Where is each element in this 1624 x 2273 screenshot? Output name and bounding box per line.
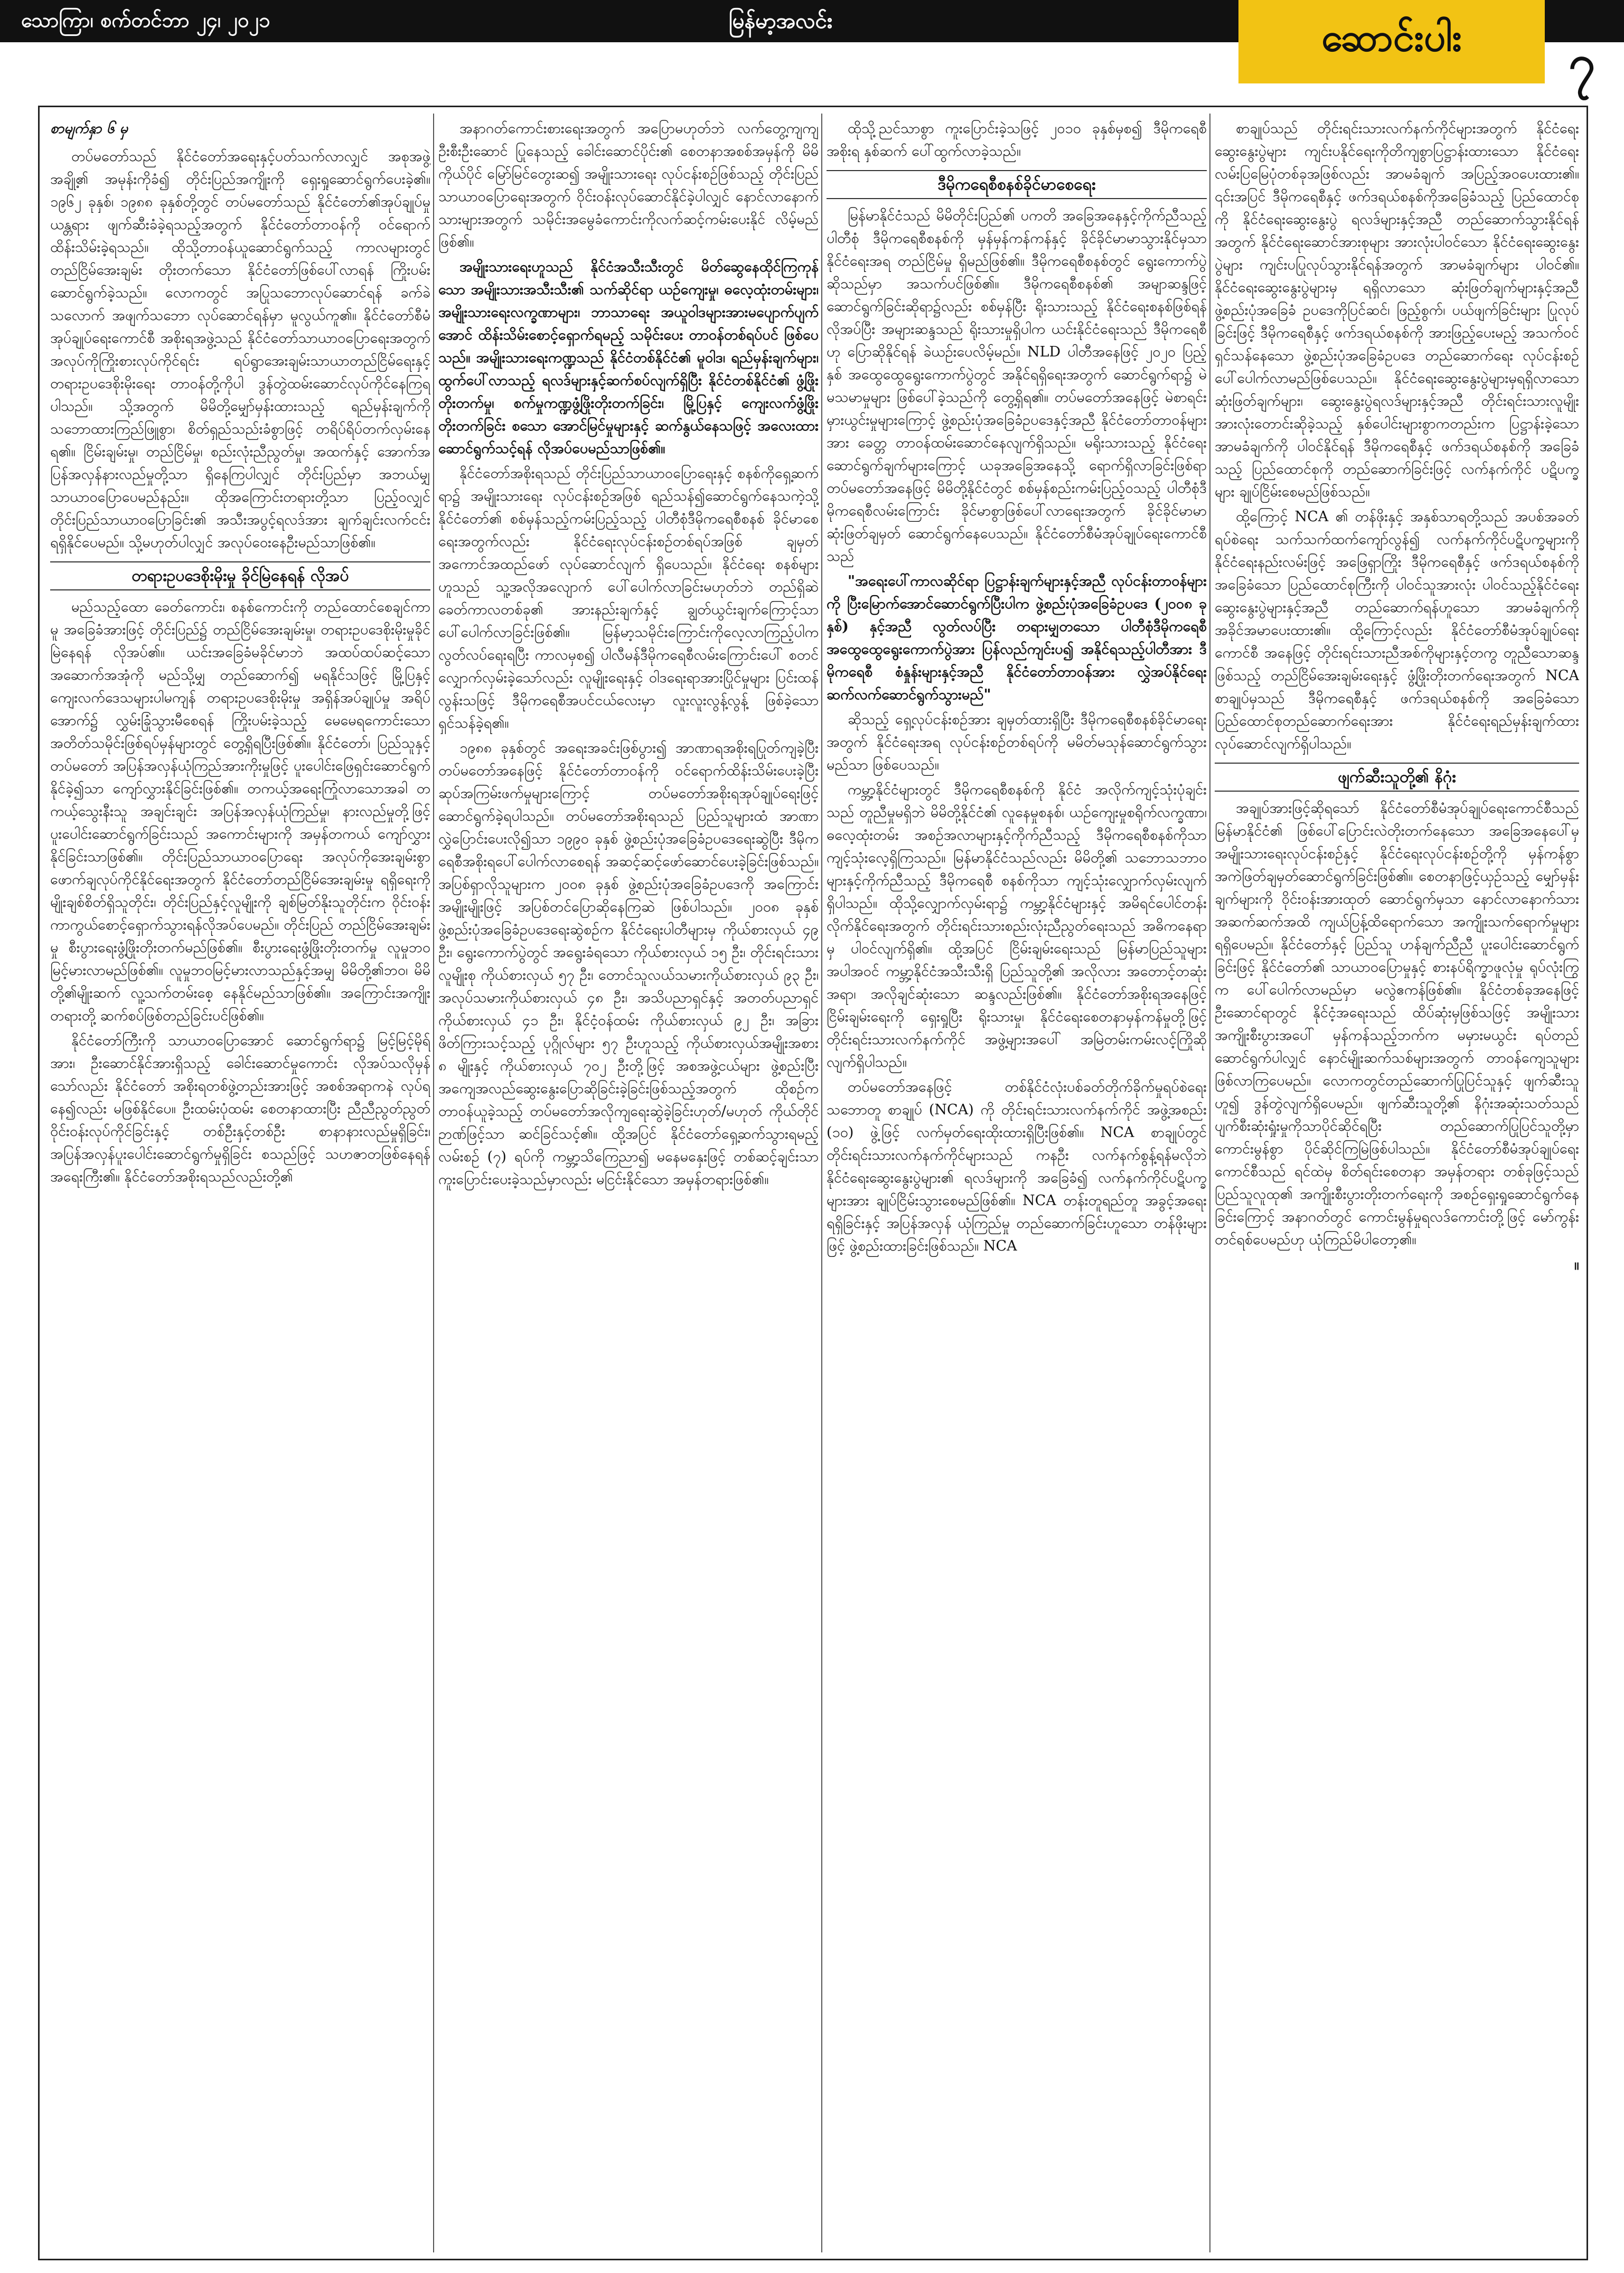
section-label: ဆောင်းပါး bbox=[1238, 0, 1545, 83]
subheading: ဖျက်ဆီးသူတို့၏ နိဂုံး bbox=[1215, 763, 1579, 792]
paragraph: အချုပ်အားဖြင့်ဆိုရသော် နိုင်ငံတော်စီမံအုပ်ချုပ်ရေးကောင်စီသည် မြန်မာနိုင်ငံ၏ ဖြစ်ပေါ်ပြောင်းလဲတိုးတက်နေသော အခြေအနေပေါ်မှ အမျိုးသားရေးလုပ်ငန်းစဉ်နှင့် နိုင်ငံရေးလုပ်ငန်းစဉ်တို့ကို မှန်ကန်စွာ အကဲဖြတ်ချမှတ်ဆောင်ရွက်ခြင်းဖြစ်၏။ စေတနာဖြင့်ယှဉ်သည့် မျှော်မှန်းချက်များကို ဝိုင်းဝန်းအားထုတ် ဆောင်ရွက်မှသာ နောင်လာနောက်သားအဆက်ဆက်အထိ ကျယ်ပြန့်ထိရောက်သော အကျိုးသက်ရောက်မှုများ ရရှိပေမည်။ နိုင်ငံတော်နှင့် ပြည်သူ ဟန်ချက်ညီညီ ပူးပေါင်းဆောင်ရွက်ခြင်းဖြင့် နိုင်ငံတော်၏ သာယာဝပြောမှုနှင့် စားနပ်ရိက္ခာဖူလုံမှု ရုပ်လုံးကြွက ပေါ်ပေါက်လာမည်မှာ မလွဲဧကန်ဖြစ်၏။ နိုင်ငံတစ်ခုအနေဖြင့် ဦးဆောင်ရာတွင် နိုင်ငံ့အရေးသည် ထိပ်ဆုံးမှဖြစ်သဖြင့် အမျိုးသားအကျိုးစီးပွားအပေါ် မှန်ကန်သည့်ဘက်က မမှားမယွင်း ရပ်တည်ဆောင်ရွက်ပါလျှင် နောင်မျိုးဆက်သစ်များအတွက် တာဝန်ကျေသူများဖြစ်လာကြပေမည်။ လောကတွင်တည်ဆောက်ပြုပြင်သူနှင့် ဖျက်ဆီးသူဟူ၍ ဒွန်တွဲလျက်ရှိပေမည်။ ဖျက်ဆီးသူတို့၏ နိဂုံးအဆုံးသတ်သည် ပျက်စီးဆုံးရှုံးမှုကိုသာပိုင်ဆိုင်ရပြီး တည်ဆောက်ပြုပြင်သူတို့မှာ ကောင်းမွန်စွာ ပိုင်ဆိုင်ကြမြဲဖြစ်ပါသည်။ နိုင်ငံတော်စီမံအုပ်ချုပ်ရေးကောင်စီသည် ရင်ထဲမှ စိတ်ရင်းစေတနာ အမှန်တရား တစ်ခုဖြင့်သည် ပြည်သူလူထု၏ အကျိုးစီးပွားတိုးတက်ရေးကို အစဉ်ရှေးရှုဆောင်ရွက်နေခြင်းကြောင့် အနာဂတ်တွင် ကောင်းမွန်မှုရလဒ်ကောင်းတို့ဖြင့် မော်ကွန်းတင်ရစ်ပေမည်ဟု ယုံကြည်မိပါတော့၏။ bbox=[1215, 800, 1579, 1248]
paragraph: မည်သည့်ထော ခေတ်ကောင်း၊ စနစ်ကောင်းကို တည်ထောင်စေချင်ကာမူ အခြေခံအားဖြင့် တိုင်းပြည်၌ တည်ငြိမ်အေးချမ်းမှု၊ တရားဥပဒေစိုးမိုးမှုခိုင်မြဲနေရန် လိုအပ်၏။ ယင်းအခြေခံမခိုင်မာဘဲ အထပ်ထပ်ဆင့်သော အဆောက်အအုံကို မည်သို့မျှ တည်ဆောက်၍ မရနိုင်သဖြင့် မြို့ပြနှင့် ကျေးလက်ဒေသများပါမကျန် တရားဥပဒေစိုးမိုးမှု အရှိန်အပ်ချုပ်မှု အရိပ်အောက်၌ လွှမ်းခြုံသွားမီစေရန် ကြိုးပမ်းခဲ့သည့် မေမေရကောင်းသော အတိတ်သမိုင်းဖြစ်ရပ်မှန်များတွင် တွေ့ရှိရပြီးဖြစ်၏။ နိုင်ငံတော်၊ ပြည်သူနှင့်တပ်မတော် အပြန်အလှန်ယုံကြည်အားကိုးမှုဖြင့် ပူးပေါင်းဖြေရှင်းဆောင်ရွက်နိုင်ခဲ့၍သာ ကျော်လွှားနိုင်ခြင်းဖြစ်၏။ တကယ့်အရေးကြုံလာသောအခါ တကယ့်သွေးနီးသူ အချင်းချင်း အပြန်အလှန်ယုံကြည်မှု၊ နားလည်မှုတို့ဖြင့် ပူးပေါင်းဆောင်ရွက်ခြင်းသည် အကောင်းများကို အမှန်တကယ် ကျော်လွှားနိုင်ခြင်းသာဖြစ်၏။ တိုင်းပြည်သာယာဝပြောရေး အလုပ်ကိုအေးချမ်းစွာ ဖောက်ချလုပ်ကိုင်နိုင်ရေးအတွက် နိုင်ငံတော်တည်ငြိမ်အေးချမ်းမှု ရရှိရေးကို မျိုးချစ်စိတ်ရှိသူတိုင်း၊ တိုင်းပြည်နှင့်လူမျိုးကို ချစ်မြတ်နိုးသူတိုင်းက ဝိုင်းဝန်း ကာကွယ်စောင့်ရှောက်သွားရန်လိုအပ်ပေမည်။ တိုင်းပြည် တည်ငြိမ်အေးချမ်းမှု စီးပွားရေးဖွံ့ဖြိုးတိုးတက်မည်ဖြစ်၏။ စီးပွားရေးဖွံ့ဖြိုးတိုးတက်မှု လူမှုဘဝမြင့်မားလာမည်ဖြစ်၏။ လူမှုဘဝမြင့်မားလာသည်နှင့်အမျှ မိမိတို့၏ဘဝ၊ မိမိတို့၏မျိုးဆက် လူ့သက်တမ်းစေ့ နေနိုင်မည်သာဖြစ်၏။ အကြောင်းအကျိုးတရားတို့ ဆက်စပ်ဖြစ်တည်ခြင်းပင်ဖြစ်၏။ bbox=[50, 599, 430, 1024]
paragraph: အနာဂတ်ကောင်းစားရေးအတွက် အပြောမဟုတ်ဘဲ လက်တွေ့ကျကျ ဦးစီးဦးဆောင် ပြုနေသည့် ခေါင်းဆောင်ပိုင်း၏ စေတနာအစစ်အမှန်ကို မိမိကိုယ်ပိုင် မြော်မြင်တွေးဆ၍ အမျိုးသားရေး လုပ်ငန်းစဉ်ဖြစ်သည့် တိုင်းပြည်သာယာဝပြောရေးအတွက် ဝိုင်းဝန်းလုပ်ဆောင်နိုင်ခဲ့ပါလျှင် နောင်လာနောက်သားများအတွက် သမိုင်းအမွေခံကောင်းကိုလက်ဆင့်ကမ်းပေးနိုင် လိမ့်မည်ဖြစ်၏။ bbox=[438, 120, 819, 250]
paragraph: တပ်မတော်အနေဖြင့် တစ်နိုင်ငံလုံးပစ်ခတ်တိုက်ခိုက်မှုရပ်စဲရေးသဘောတူ စာချုပ် (NCA) ကို တိုင်းရင်းသားလက်နက်ကိုင် အဖွဲ့အစည်း (၁၀) ဖွဲ့ဖြင့် လက်မှတ်ရေးထိုးထားရှိပြီးဖြစ်၏။ NCA စာချုပ်တွင် တိုင်းရင်းသားလက်နက်ကိုင်များသည် ကနဦး လက်နက်စွန့်ရန်မလိုဘဲ နိုင်ငံရေးဆွေးနွေးပွဲများ၏ ရလဒ်များကို အခြေခံ၍ လက်နက်ကိုင်ပဋိပက္ခများအား ချုပ်ငြိမ်းသွားစေမည်ဖြစ်၏။ NCA တန်းတူရည်တူ အခွင့်အရေးရရှိခြင်းနှင့် အပြန်အလှန် ယုံကြည်မှု တည်ဆောက်ခြင်းဟူသော တန်ဖိုးများဖြင့် ဖွဲ့စည်းထားခြင်းဖြစ်သည်။ NCA bbox=[827, 1079, 1207, 1254]
paragraph: တပ်မတော်သည် နိုင်ငံတော်အရေးနှင့်ပတ်သက်လာလျှင် အစုအဖွဲ့အချို့၏ အမုန်းကိုခံ၍ တိုင်းပြည်အကျိုးကို ရှေးရှုဆောင်ရွက်ပေးခဲ့၏။ ၁၉၆၂ ခုနှစ်၊ ၁၉၈၈ ခုနှစ်တို့တွင် တပ်မတော်သည် နိုင်ငံတော်၏အုပ်ချုပ်မှုယန္တရား ဖျက်ဆီးခံခဲ့ရသည့်အတွက် နိုင်ငံတော်တာဝန်ကို ဝင်ရောက်ထိန်းသိမ်းခဲ့ရသည်။ ထိုသို့တာဝန်ယူဆောင်ရွက်သည့် ကာလများတွင် တည်ငြိမ်အေးချမ်း တိုးတက်သော နိုင်ငံတော်ဖြစ်ပေါ်လာရန် ကြိုးပမ်းဆောင်ရွက်ခဲ့သည်။ လောကတွင် အပြုသဘောလုပ်ဆောင်ရန် ခက်ခဲသလောက် အဖျက်သဘော လုပ်ဆောင်ရန်မှာ မူလွယ်ကူ၏။ နိုင်ငံတော်စီမံအုပ်ချုပ်ရေးကောင်စီ အစိုးရအဖွဲ့သည် နိုင်ငံတော်သာယာဝပြောရေးအတွက် အလုပ်ကိုကြိုးစားလုပ်ကိုင်ရင်း ရပ်ရွာအေးချမ်းသာယာတည်ငြိမ်ရေးနှင့် တရားဥပဒေစိုးမိုးရေး တာဝန်တို့ကိုပါ ဒွန်တွဲထမ်းဆောင်လုပ်ကိုင်နေကြရပါသည်။ သို့အတွက် မိမိတို့မျှော်မှန်းထားသည့် ရည်မှန်းချက်ကို သဘောထားကြည်ဖြူစွာ၊ စိတ်ရှည်သည်းခံစွာဖြင့် တရိပ်ရိပ်တက်လှမ်းနေရ၏။ ငြိမ်းချမ်းမှု၊ တည်ငြိမ်မှု၊ စည်းလုံးညီညွတ်မှု၊ အထက်နှင့် အောက်အပြန်အလှန်နားလည်မှုတို့သာ ရှိနေကြပါလျှင် တိုင်းပြည်မှာ အဘယ်မျှ သာယာဝပြောပေမည်နည်း။ ထိုအကြောင်းတရားတို့သာ ပြည့်ဝလျှင် တိုင်းပြည်သာယာဝပြောခြင်း၏ အသီးအပွင့်ရလဒ်အား ချက်ချင်းလက်ငင်း ရရှိနိုင်ပေမည်။ သို့မဟုတ်ပါလျှင် အလုပ်ဝေးနေဦးမည်သာဖြစ်၏။ bbox=[50, 148, 430, 551]
subheading: တရားဥပဒေစိုးမိုးမှု ခိုင်မြဲနေရန် လိုအပ် bbox=[50, 561, 430, 590]
column-divider bbox=[1209, 114, 1210, 2252]
paragraph: မြန်မာနိုင်ငံသည် မိမိတိုင်းပြည်၏ ပကတိ အခြေအနေနှင့်ကိုက်ညီသည့် ပါတီစုံ ဒီမိုကရေစီစနစ်ကို မှန်မှန်ကန်ကန်နှင့် ခိုင်ခိုင်မာမာသွားနိုင်မှသာ နိုင်ငံရေးအရ တည်ငြိမ်မှု ရှိမည်ဖြစ်၏။ ဒီမိုကရေစီစနစ်တွင် ရွေးကောက်ပွဲဆိုသည်မှာ အသက်ပင်ဖြစ်၏။ ဒီမိုကရေစီစနစ်၏ အမျာဆန္ဒဖြင့် ဆောင်ရွက်ခြင်းဆိုရာ၌လည်း စစ်မှန်ပြီး ရိုးသားသည့် နိုင်ငံရေးစနစ်ဖြစ်ရန် လိုအပ်ပြီး အများဆန္ဒသည် ရိုးသားမှုရှိပါက ယင်းနိုင်ငံရေးသည် ဒီမိုကရေစီဟု ပြောဆိုနိုင်ရန် ခဲယဉ်းပေလိမ့်မည်။ NLD ပါတီအနေဖြင့် ၂၀၂၀ ပြည့်နှစ် အထွေထွေရွေးကောက်ပွဲတွင် အနိုင်ရရှိရေးအတွက် ဆောင်ရွက်ရာ၌ မဲမသမာမှုများ ဖြစ်ပေါ်ခဲ့သည်ကို တွေ့ရှိရ၏။ တပ်မတော်အနေဖြင့် မဲစာရင်းမှားယွင်းမှုများကြောင့် ဖွဲ့စည်းပုံအခြေခံဥပဒေနှင့်အညီ နိုင်ငံတော်တာဝန်များအား ခေတ္တ တာဝန်ထမ်းဆောင်နေလျက်ရှိသည်။ မရိုးသားသည့် နိုင်ငံရေးဆောင်ရွက်ချက်များကြောင့် ယခုအခြေအနေသို့ ရောက်ရှိလာခြင်းဖြစ်ရာ တပ်မတော်အနေဖြင့် မိမိတို့နိုင်ငံတွင် စစ်မှန်စည်းကမ်းပြည့်ဝသည့် ပါတီစုံဒီမိုကရေစီလမ်းကြောင်း ခိုင်မာစွာဖြစ်ပေါ်လာရေးအတွက် ခိုင်ခိုင်မာမာ ဆုံးဖြတ်ချမှတ် ဆောင်ရွက်နေပေသည်။ နိုင်ငံတော်စီမံအုပ်ချုပ်ရေးကောင်စီသည် bbox=[827, 208, 1207, 565]
paragraph: နိုင်ငံတော်အစိုးရသည် တိုင်းပြည်သာယာဝပြောရေးနှင့် စနစ်ကိုရှေ့ဆက်ရာ၌ အမျိုးသားရေး လုပ်ငန်းစဉ်အဖြစ် ရည်သန်၍ဆောင်ရွက်နေသကဲ့သို့ နိုင်ငံတော်၏ စစ်မှန်သည့်ကမ်းပြည့်သည့် ပါတီစုံဒီမိုကရေစီစနစ် ခိုင်မာစေရေးအတွက်လည်း နိုင်ငံရေးလုပ်ငန်းစဉ်တစ်ရပ်အဖြစ် ချမှတ်အကောင်အထည်ဖော် လုပ်ဆောင်လျက် ရှိပေသည်။ နိုင်ငံရေး စနစ်များဟူသည် သူ့အလိုအလျောက် ပေါ်ပေါက်လာခြင်းမဟုတ်ဘဲ တည်ရှိဆဲခေတ်ကာလတစ်ခု၏ အားနည်းချက်နှင့် ချွတ်ယွင်းချက်ကြောင့်သာ ပေါ်ပေါက်လာခြင်းဖြစ်၏။ မြန်မာ့သမိုင်းကြောင်းကိုလေ့လာကြည့်ပါက လွတ်လပ်ရေးရပြီး ကာလမှစ၍ ပါလီမန်ဒီမိုကရေစီလမ်းကြောင်းပေါ် စတင်လျှောက်လှမ်းခဲ့သော်လည်း လူမျိုးရေးနှင့် ဝါဒရေးရာအားပြိုင်မှုများ ပြင်းထန်လွန်းသဖြင့် ဒီမိုကရေစီအပင်ငယ်လေးမှာ လူးလူးလွန့်လွန့် ဖြစ်ခဲ့သော ရှင်သန်ခဲ့ရ၏။ bbox=[438, 465, 819, 731]
paragraph-bold: အမျိုးသားရေးဟူသည် နိုင်ငံအသီးသီးတွင် မိတ်ဆွေနေထိုင်ကြကုန်သော အမျိုးသားအသီးသီး၏ သက်ဆိုင်ရာ ယဉ်ကျေးမှု၊ ဓလေ့ထုံးတမ်းများ၊ အမျိုးသားရေးလက္ခဏာများ၊ ဘာသာရေး အယူဝါဒများအားမပျောက်ပျက်အောင် ထိန်းသိမ်းစောင့်ရှောက်ရမည့် သမိုင်းပေး တာဝန်တစ်ရပ်ပင် ဖြစ်ပေသည်။ အမျိုးသားရေးကဏ္ဍသည် နိုင်ငံတစ်နိုင်ငံ၏ မူဝါဒ၊ ရည်မှန်းချက်များ၊ ထွက်ပေါ်လာသည့် ရလဒ်များနှင့်ဆက်စပ်လျက်ရှိပြီး နိုင်ငံတစ်နိုင်ငံ၏ ဖွံ့ဖြိုးတိုးတက်မှု၊ စက်မှုကဏ္ဍဖွံ့ဖြိုးတိုးတက်ခြင်း၊ မြို့ပြနှင့် ကျေးလက်ဖွံ့ဖြိုးတိုးတက်ခြင်း စသော အောင်မြင်မှုများနှင့် ဆက်နွယ်နေသဖြင့် အလေးထား ဆောင်ရွက်သင့်ရန် လိုအပ်ပေမည်သာဖြစ်၏။ bbox=[438, 259, 819, 457]
paragraph: ကမ္ဘာ့နိုင်ငံများတွင် ဒီမိုကရေစီစနစ်ကို နိုင်ငံ အလိုက်ကျင့်သုံးပုံချင်းသည် တူညီမှုမရှိဘဲ မိမိတို့နိုင်ငံ၏ လူနေမှုစနစ်၊ ယဉ်ကျေးမှုစရိုက်လက္ခဏာ၊ ဓလေ့ထုံးတမ်း အစဉ်အလာများနှင့်ကိုက်ညီသည့် ဒီမိုကရေစီစနစ်ကိုသာ ကျင့်သုံးလေ့ရှိကြသည်။ မြန်မာနိုင်ငံသည်လည်း မိမိတို့၏ သဘောသဘာဝများနှင့်ကိုက်ညီသည့် ဒီမိုကရေစီ စနစ်ကိုသာ ကျင့်သုံးလျှောက်လှမ်းလျက် ရှိပါသည်။ ထိုသို့လျှောက်လှမ်းရာ၌ ကမ္ဘာ့နိုင်ငံများနှင့် အမိရင်ပေါင်တန်းလိုက်နိုင်ရေးအတွက် တိုင်းရင်းသားစည်းလုံးညီညွတ်ရေးသည် အဓိကနေရာမှ ပါဝင်လျက်ရှိ၏။ ထို့အပြင် ငြိမ်းချမ်းရေးသည် မြန်မာပြည်သူများ အပါအဝင် ကမ္ဘာ့နိုင်ငံအသီးသီးရှိ ပြည်သူတို့၏ အလိုလား အတောင့်တဆုံးအရာ၊ အလိုချင်ဆုံးသော ဆန္ဒလည်းဖြစ်၏။ နိုင်ငံတော်အစိုးရအနေဖြင့် ငြိမ်းချမ်းရေးကို ရှေးရှုပြီး ရိုးသားမှု၊ နိုင်ငံရေးစေတနာမှန်ကန်မှုတို့ဖြင့် တိုင်းရင်းသားလက်နက်ကိုင် အဖွဲ့များအပေါ် အမြဲတမ်းကမ်းလင့်ကြိုဆိုလျက်ရှိပါသည်။ bbox=[827, 782, 1207, 1070]
end-mark: ။ bbox=[1574, 1255, 1579, 1274]
paragraph: ထို့ကြောင့် NCA ၏ တန်ဖိုးနှင့် အနှစ်သာရတို့သည် အပစ်အခတ်ရပ်စဲရေး သက်သက်ထက်ကျော်လွန်၍ လက်နက်ကိုင်ပဋိပက္ခများကို နိုင်ငံရေးနည်းလမ်းဖြင့် အဖြေရှာကြိုး ဒီမိုကရေစီနှင့် ဖက်ဒရယ်စနစ်ကို အခြေခံသော ပြည်ထောင်စုကြီးကို ပါဝင်သူအားလုံး ပါဝင်သည့်နိုင်ငံရေးဆွေးနွေးပွဲများနှင့်အညီ တည်ဆောက်ရန်ဟူသော အာမခံချက်ကို အခိုင်အမာပေးထား၏။ ထို့ကြောင့်လည်း နိုင်ငံတော်စီမံအုပ်ချုပ်ရေးကောင်စီ အနေဖြင့် တိုင်းရင်းသားညီအစ်ကိုများနှင့်တကွ တူညီသောဆန္ဒဖြစ်သည့် တည်ငြိမ်အေးချမ်းရေးနှင့် ဖွံ့ဖြိုးတိုးတက်ရေးအတွက် NCA စာချုပ်မှသည် ဒီမိုကရေစီနှင့် ဖက်ဒရယ်စနစ်ကို အခြေခံသော ပြည်ထောင်စုတည်ဆောက်ရေးအား နိုင်ငံရေးရည်မှန်းချက်ထား လုပ်ဆောင်လျက်ရှိပါသည်။ bbox=[1215, 509, 1579, 752]
subheading: ဒီမိုကရေစီစနစ်ခိုင်မာစေရေး bbox=[827, 170, 1207, 199]
column-1 bbox=[50, 117, 430, 2251]
column-divider bbox=[821, 114, 822, 2252]
column-4 bbox=[1215, 117, 1579, 2251]
paragraph: နိုင်ငံတော်ကြီးကို သာယာဝပြောအောင် ဆောင်ရွက်ရာ၌ မြင့်မြင့်မိုရ်အား၊ ဦးဆောင်နိုင်အားရှိသည့် ခေါင်းဆောင်မှုကောင်း လိုအပ်သလိုမှန်သော်လည်း နိုင်ငံတော် အစိုးရတစ်ဖွဲ့တည်းအားဖြင့် အစစ်အရာကနဲ လုပ်ရနေ၍လည်း မဖြစ်နိုင်ပေ။ ဦးထမ်းပုံထမ်း စေတနာထားပြီး ညီညီညွတ်ညွတ် ဝိုင်းဝန်းလုပ်ကိုင်ခြင်းနှင့် တစ်ဦးနှင့်တစ်ဦး စာနာနားလည်မှုရှိခြင်း၊ အပြန်အလှန်ပူးပေါင်းဆောင်ရွက်မှုရှိခြင်း စသည်ဖြင့် သဟဇာတဖြစ်နေရန် အရေးကြီး၏။ နိုင်ငံတော်အစိုးရသည်လည်းတို့၏ bbox=[50, 1032, 430, 1185]
page-number: ၇ bbox=[1568, 35, 1595, 90]
paragraph: ဆိုသည့် ရှေ့လုပ်ငန်းစဉ်အား ချမှတ်ထားရှိပြီး ဒီမိုကရေစီစနစ်ခိုင်မာရေးအတွက် နိုင်ငံရေးအရ လုပ်ငန်းစဉ်တစ်ရပ်ကို မမိတ်မသုန်ဆောင်ရွက်သွားမည်သာ ဖြစ်ပေသည်။ bbox=[827, 711, 1207, 773]
column-divider bbox=[433, 114, 434, 2252]
paragraph: စာချုပ်သည် တိုင်းရင်းသားလက်နက်ကိုင်များအတွက် နိုင်ငံရေးဆွေးနွေးပွဲများ ကျင်းပနိုင်ရေးကိုတိကျစွာပြဋ္ဌာန်းထားသော နိုင်ငံရေးလမ်းပြမြေပုံတစ်ခုအဖြစ်လည်း အာမခံချက် အပြည့်အဝပေးထား၏။ ၎င်းအပြင် ဒီမိုကရေစီနှင့် ဖက်ဒရယ်စနစ်ကိုအခြေခံသည့် ပြည်ထောင်စုကို နိုင်ငံရေးဆွေးနွေးပွဲ ရလဒ်များနှင့်အညီ တည်ဆောက်သွားနိုင်ရန်အတွက် နိုင်ငံရေးဆောင်အားစုများ အားလုံးပါဝင်သော နိုင်ငံရေးဆွေးနွေးပွဲများ ကျင်းပပြုလုပ်သွားနိုင်ရန်အတွက် အာမခံချက်များ ပါဝင်၏။ နိုင်ငံရေးဆွေးနွေးပွဲများမှ ရရှိလာသော ဆုံးဖြတ်ချက်များနှင့်အညီ ဖွဲ့စည်းပုံအခြေခံ ဥပဒေကိုပြင်ဆင်၊ ဖြည့်စွက်၊ ပယ်ဖျက်ခြင်းများ ပြုလုပ်ခြင်းဖြင့် ဒီမိုကရေစီနှင့် ဖက်ဒရယ်စနစ်ကို အားဖြည့်ပေးမည့် အသက်ဝင်ရှင်သန်နေသော ဖွဲ့စည်းပုံအခြေခံဥပဒေ တည်ဆောက်ရေး လုပ်ငန်းစဉ်ပေါ်ပေါက်လာမည်ဖြစ်ပေသည်။ နိုင်ငံရေးဆွေးနွေးပွဲများမှရရှိလာသော ဆုံးဖြတ်ချက်များ၊ ဆွေးနွေးပွဲရလဒ်များနှင့်အညီ တိုင်းရင်းသားလူမျိုးအားလုံးတောင်းဆိုခဲ့သည့် နှစ်ပေါင်းများစွာကတည်းက ပြဋ္ဌာန်းခဲ့သော အာမခံချက်ကို ပါဝင်နိုင်ရန် ဒီမိုကရေစီနှင့် ဖက်ဒရယ်စနစ်ကို အခြေခံသည့် ပြည်ထောင်စုကို တည်ဆောက်ခြင်းဖြင့် လက်နက်ကိုင် ပဋိပက္ခများ ချုပ်ငြိမ်းစေမည်ဖြစ်သည်။ bbox=[1215, 120, 1579, 500]
newspaper-name: မြန်မာ့အလင်း bbox=[729, 9, 833, 33]
quote: "အရေးပေါ်ကာလဆိုင်ရာ ပြဋ္ဌာန်းချက်များနှင့်အညီ လုပ်ငန်းတာဝန်များကို ပြီးမြောက်အောင်ဆောင်ရွက်ပြီးပါက ဖွဲ့စည်းပုံအခြေခံဥပဒေ (၂၀၀၈ ခုနှစ်) နှင့်အညီ လွတ်လပ်ပြီး တရားမျှတသော ပါတီစုံဒီမိုကရေစီ အထွေထွေရွေးကောက်ပွဲအား ပြန်လည်ကျင်းပ၍ အနိုင်ရသည့်ပါတီအား ဒီမိုကရေစီ စံနှုန်းများနှင့်အညီ နိုင်ငံတော်တာဝန်အား လွှဲအပ်နိုင်ရေး ဆက်လက်ဆောင်ရွက်သွားမည်" bbox=[827, 573, 1207, 703]
issue-date: သောကြာ၊ စက်တင်ဘာ ၂၄၊ ၂၀၂၁ bbox=[21, 8, 270, 32]
continued-from: စာမျက်နှာ ၆ မှ bbox=[50, 120, 128, 137]
column-3 bbox=[827, 117, 1207, 2251]
column-2 bbox=[438, 117, 819, 2251]
paragraph: ထိုသို့ညင်သာစွာ ကူးပြောင်းခဲ့သဖြင့် ၂၀၁၀ ခုနှစ်မှစ၍ ဒီမိုကရေစီအစိုးရ နှစ်ဆက် ပေါ်ထွက်လာခဲ့သည်။ bbox=[827, 120, 1207, 159]
paragraph: ၁၉၈၈ ခုနှစ်တွင် အရေးအခင်းဖြစ်ပွား၍ အာဏာရအစိုးရပြုတ်ကျခဲ့ပြီး တပ်မတော်အနေဖြင့် နိုင်ငံတော်တာဝန်ကို ဝင်ရောက်ထိန်းသိမ်းပေးခဲ့ပြီး ဆုပ်အကြမ်းဖက်မှုများကြောင့် တပ်မတော်အစိုးရအုပ်ချုပ်ရေးဖြင့် ဆောင်ရွက်ခဲ့ရပါသည်။ တပ်မတော်အစိုးရသည် ပြည်သူများထံ အာဏာလွှဲပြောင်းပေးလို၍သာ ၁၉၉၀ ခုနှစ် ဖွဲ့စည်းပုံအခြေခံဥပဒေရေးဆွဲပြီး ဒီမိုကရေစီအစိုးရပေါ်ပေါက်လာစေရန် အဆင့်ဆင့်ဖော်ဆောင်ပေးခဲ့ခြင်းဖြစ်သည်။ အပြစ်ရှာလိုသူများက ၂၀၀၈ ခုနှစ် ဖွဲ့စည်းပုံအခြေခံဥပဒေကို အကြောင်းအမျိုးမျိုးဖြင့် အပြစ်တင်ပြောဆိုနေကြဆဲ ဖြစ်ပါသည်။ ၂၀၀၈ ခုနှစ် ဖွဲ့စည်းပုံအခြေခံဥပဒေရေးဆွဲစဉ်က နိုင်ငံရေးပါတီများမှ ကိုယ်စားလှယ် ၄၉ ဦး၊ ရွေးကောက်ပွဲတွင် အရွေးခံရသော ကိုယ်စားလှယ် ၁၅ ဦး၊ တိုင်းရင်းသားလူမျိုးစု ကိုယ်စားလှယ် ၅၇ ဦး၊ တောင်သူလယ်သမားကိုယ်စားလှယ် ၉၃ ဦး၊ အလုပ်သမားကိုယ်စားလှယ် ၄၈ ဦး၊ အသိပညာရှင်နှင့် အတတ်ပညာရှင် ကိုယ်စားလှယ် ၄၁ ဦး၊ နိုင်ငံ့ဝန်ထမ်း ကိုယ်စားလှယ် ၉၂ ဦး၊ အခြားဖိတ်ကြားသင့်သည့် ပုဂ္ဂိုလ်များ ၅၇ ဦးဟူသည့် ကိုယ်စားလှယ်အမျိုးအစား ၈ မျိုးနှင့် ကိုယ်စားလှယ် ၇၀၂ ဦးတို့ဖြင့် အစအဖွဲ့ငယ်များ ဖွဲ့စည်းပြီး အကျေအလည်ဆွေးနွေးပြောဆိုခြင်းခဲ့ခြင်းဖြစ်သည့်အတွက် ထိုစဉ်က တာဝန်ယူခဲ့သည့် တပ်မတော်အလိုကျရေးဆွဲခဲ့ခြင်းဟုတ်/မဟုတ် ကိုယ်တိုင်ဉာဏ်ဖြင့်သာ ဆင်ခြင်သင့်၏။ ထို့အပြင် နိုင်ငံတော်ရှေ့ဆက်သွားရမည့် လမ်းစဉ် (၇) ရပ်ကို ကမ္ဘာ့သိကြေညာ၍ မနေမနှေးဖြင့် တစ်ဆင့်ချင်းသာ ကူးပြောင်းပေးခဲ့သည်မှာလည်း မငြင်းနိုင်သော အမှန်တရားဖြစ်၏။ bbox=[438, 740, 819, 1188]
